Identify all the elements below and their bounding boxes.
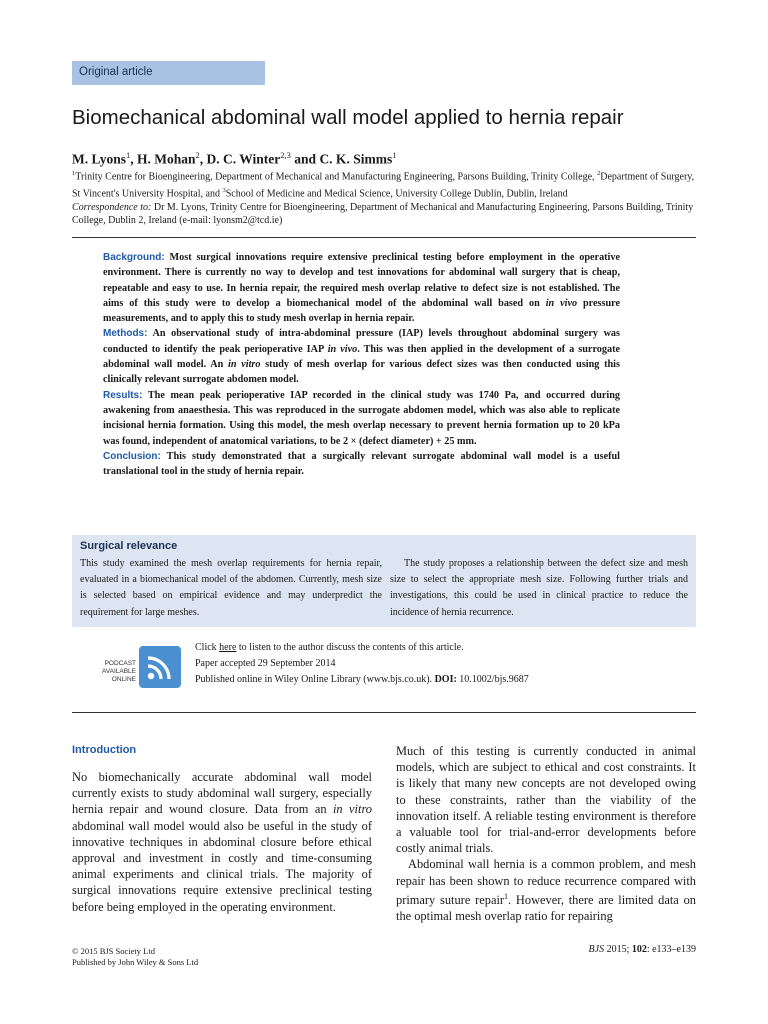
podcast-label [90,660,136,684]
intro-paragraph [72,769,372,915]
doi-label: DOI: [434,674,457,685]
intro-paragraph: Much of this testing is currently conducted in animal models, which are subject to ethical and cost constraints. It is likely that many new concepts are not developed owing to these constraints, rather than the viability of the innovation itself. A reliable testing environment is therefore a valuable tool for trial-and-error developments before costly animal trials. [396,744,696,856]
publication-info [195,640,695,688]
header-divider [72,237,696,238]
background-heading: Background: [103,252,165,263]
footer-copyright [72,946,198,967]
affiliation-mark: 2 [597,170,601,177]
author-separator: , [130,151,138,167]
citation-pages: : e133–e139 [646,944,696,955]
article-title: Biomechanical abdominal wall model applied to hernia repair [72,106,624,129]
body-column-right [396,743,696,924]
accepted-date: Paper accepted 29 September 2014 [195,658,336,669]
podcast-label-line: PODCAST [104,660,136,667]
footer-citation [540,944,696,955]
abstract [103,250,620,479]
abstract-italic: in vitro [228,359,261,371]
relevance-column-right: The study proposes a relationship between the defect size and mesh size to select the appropriate mesh size. Following further trials and investigations, this could be used in clinical practice to reduce the incidence of hernia recurrence. [390,558,688,618]
abstract-background [103,250,620,326]
introduction-heading: Introduction [72,744,137,756]
methods-heading: Methods: [103,328,148,340]
affiliation-text: School of Medicine and Medical Science, University College Dublin, Dublin, Ireland [225,188,568,200]
abstract-text: An observational study of intra-abdominal pressure (IAP) levels throughout abdominal surgery was conducted to identify the peak perioperative IAP [103,328,620,355]
body-text: abdominal wall model would also be useful in the study of innovative techniques in abdominal closure before ethical approval and investment in costly and time-consuming animal experiments and clinical trials. The majority of surgical innovations require extensive preclinical testing before being employed in the operating environment. [72,818,372,914]
affiliation-text: Trinity Centre for Bioengineering, Department of Mechanical and Manufacturing Engineering, Parsons Building, Trinity College, [75,171,598,183]
doi-value: 10.1002/bjs.9687 [456,674,529,685]
author-affiliation-mark: 2 [195,150,200,160]
abstract-results [103,388,620,449]
body-italic: in vitro [332,802,372,817]
front-matter-divider [72,712,696,713]
podcast-label-line: AVAILABLE [101,668,136,675]
published-line [195,672,695,688]
article-type-label: Original article [72,61,265,85]
body-text: . However, there are limited data on the optimal mesh overlap ratio for repairing [396,892,696,924]
author-name: D. C. Winter [206,151,281,167]
surgical-relevance-box [72,535,696,627]
abstract-text: . This was then applied in the development of a surrogate abdominal wall model. An [103,343,620,371]
author-name: H. Mohan [137,151,196,167]
author-separator: , [199,151,207,167]
podcast-link[interactable]: here [219,642,237,653]
affiliation-mark: 3 [222,186,226,194]
body-text: No biomechanically accurate abdominal wall model currently exists to study abdominal wall surgery, especially hernia repair and wound closure. Data from an [72,770,372,817]
affiliation-mark: 1 [72,170,76,177]
citation-year: 2015; [604,944,632,955]
abstract-text: The mean peak perioperative IAP recorded in the clinical study was 1740 Pa, and occurred during awakening from anaesthesia. This was reproduced in the surrogate abdomen model, which was also able to replicate incisional hernia formation. Using this model, the mesh overlap necessary to prevent hernia formation up to 20 kPa was found, independent of anatomical variations, to be 2 × (defect diameter) + 25 mm. [103,389,620,447]
published-text: Published online in Wiley Online Library (www.bjs.co.uk). [195,674,435,685]
journal-name: BJS [588,944,605,955]
affiliations [72,167,696,228]
relevance-column-left: This study examined the mesh overlap requirements for hernia repair, evaluated in a biomechanical model of the abdomen. Currently, mesh size is selected based on empirical evidence and may underpredict the requirement for large meshes. [80,558,382,618]
abstract-text: study of mesh overlap for various defect sizes was then conducted using this clinically relevant surrogate abdomen model. [103,359,620,386]
author-list [72,146,722,169]
body-column-left [72,769,372,915]
citation-mark[interactable]: 1 [504,891,509,901]
results-heading: Results: [103,389,143,401]
podcast-rss-icon[interactable] [139,646,181,688]
author-affiliation-mark: 1 [126,150,131,160]
author-affiliation-mark: 2,3 [280,150,291,160]
abstract-italic: in vivo [327,343,358,355]
surgical-relevance-heading: Surgical relevance [80,540,178,552]
conclusion-heading: Conclusion: [103,450,161,462]
citation-volume: 102 [631,944,647,955]
body-text: Abdominal wall hernia is a common problem, and mesh repair has been shown to reduce recurrence compared with primary suture repair [396,857,696,907]
podcast-link-line [195,640,695,656]
author-separator: and [290,151,320,167]
abstract-methods [103,326,620,387]
publisher-text: Published by John Wiley & Sons Ltd [72,956,199,967]
abstract-italic: in vivo [545,297,578,309]
abstract-text: Most surgical innovations require extensive preclinical testing before employment in the operative environment. There is currently no way to develop and test innovations for abdominal wall surgery that is cheap, repeatable and easy to use. In hernia repair, the required mesh overlap relative to defect size is not established. The aims of this study were to develop a biomechanical model of the abdominal wall based on [103,252,620,309]
abstract-text: pressure measurements, and to apply this to study mesh overlap in hernia repair. [103,297,620,325]
copyright-text: © 2015 BJS Society Ltd [72,946,155,956]
abstract-text: This study demonstrated that a surgically relevant surrogate abdominal wall model is a useful translational tool in the study of hernia repair. [103,450,620,478]
author-name: M. Lyons [72,151,127,167]
author-affiliation-mark: 1 [392,150,397,160]
correspondence-label: Correspondence to: [72,201,152,213]
abstract-conclusion [103,449,620,480]
podcast-label-line: ONLINE [111,676,136,683]
affiliation-text: Department of Surgery, St Vincent's University Hospital, and [72,171,695,200]
author-name: C. K. Simms [319,151,393,167]
podcast-text: Click [195,642,220,653]
intro-paragraph [396,856,696,924]
podcast-text: to listen to the author discuss the contents of this article. [236,642,464,653]
correspondence-text: Dr M. Lyons, Trinity Centre for Bioengineering, Department of Mechanical and Manufacturing Engineering, Parsons Building, Trinity College, Dublin 2, Ireland (e-mail: lyonsm2@tcd.ie) [72,201,694,227]
